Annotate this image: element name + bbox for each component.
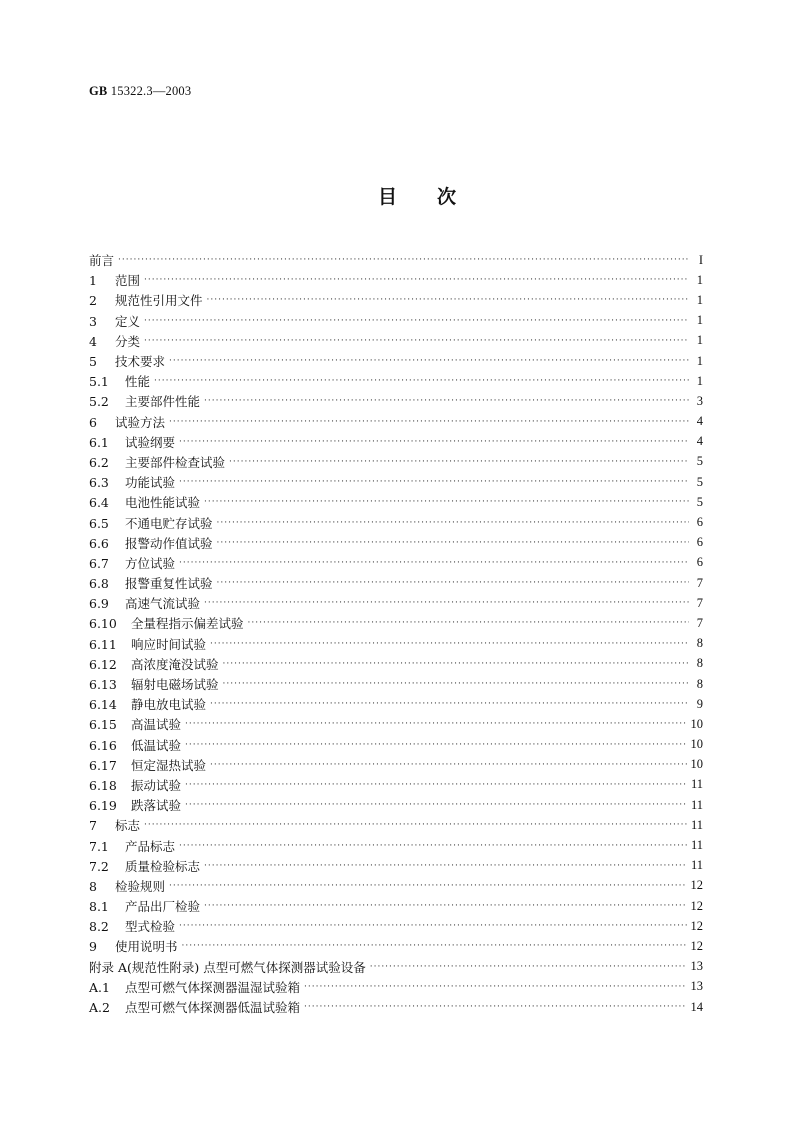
toc-leader-dots [229, 456, 689, 468]
toc-entry-page: 7 [696, 615, 703, 630]
toc-entry-label [89, 271, 140, 289]
toc-entry-number: 6.12 [89, 656, 117, 672]
toc-leader-dots [370, 961, 687, 973]
toc-entry-label [89, 776, 181, 794]
toc-entry-number: 5.1 [89, 374, 109, 390]
toc-entry-page: 1 [696, 333, 703, 348]
toc-leader-dots [154, 375, 689, 387]
toc-entry-text: 定义 [115, 313, 141, 329]
toc-entry-number: 5 [89, 354, 97, 370]
toc-entry-text: 主要部件性能 [125, 394, 201, 410]
toc-entry-page: 12 [690, 898, 703, 913]
toc-leader-dots [144, 274, 689, 286]
toc-entry-page: 1 [696, 292, 703, 307]
toc-entry-page: 1 [696, 272, 703, 287]
toc-entry-number: 6.11 [89, 636, 117, 652]
toc-entry-page: 6 [696, 515, 703, 530]
toc-entry[interactable] [89, 613, 703, 633]
toc-leader-dots [210, 759, 686, 771]
toc-entry-label [89, 917, 175, 935]
toc-leader-dots [248, 617, 689, 629]
toc-entry-text: 产品出厂检验 [125, 899, 201, 915]
toc-entry-page: 11 [690, 838, 703, 853]
toc-leader-dots [185, 739, 686, 751]
toc-entry-number: 6.16 [89, 737, 117, 753]
toc-entry-label [89, 574, 213, 592]
toc-entry-page: 10 [690, 737, 703, 752]
toc-entry-label [89, 816, 140, 834]
toc-entry[interactable] [89, 553, 703, 573]
toc-entry-text: 附录 A(规范性附录) 点型可燃气体探测器试验设备 [89, 959, 366, 975]
toc-leader-dots [204, 496, 689, 508]
toc-entry[interactable] [89, 412, 703, 432]
toc-entry-text: 恒定湿热试验 [131, 757, 207, 773]
toc-leader-dots [207, 294, 689, 306]
toc-entry-number: 6.6 [89, 535, 109, 551]
toc-entry[interactable] [89, 634, 703, 654]
toc-entry[interactable] [89, 593, 703, 613]
toc-entry-text: 规范性引用文件 [115, 293, 203, 309]
toc-entry-number: 7.2 [89, 858, 109, 874]
toc-leader-dots [304, 1001, 686, 1013]
toc-entry-page: 9 [696, 696, 703, 711]
toc-entry-page: 11 [690, 858, 703, 873]
toc-leader-dots [118, 254, 689, 266]
toc-leader-dots [223, 658, 689, 670]
toc-entry-text: 分类 [115, 333, 141, 349]
toc-entry-label [89, 493, 200, 511]
toc-entry-number: 6.13 [89, 677, 117, 693]
standard-code-number: 15322.3—2003 [110, 84, 192, 98]
toc-entry[interactable] [89, 270, 703, 290]
toc-entry-label [89, 534, 213, 552]
toc-entry-label [89, 372, 150, 390]
toc-entry-page: 8 [696, 676, 703, 691]
toc-entry-number: 6.15 [89, 717, 117, 733]
toc-entry-number: 7 [89, 818, 97, 834]
standard-code-prefix: GB [89, 84, 108, 98]
toc-entry-number: A.1 [89, 979, 110, 995]
toc-entry-page: 10 [690, 716, 703, 731]
toc-entry-label [89, 796, 181, 814]
toc-entry-label [89, 736, 181, 754]
toc-leader-dots [217, 577, 689, 589]
toc-entry[interactable] [89, 290, 703, 310]
toc-entry-page: 14 [690, 999, 703, 1014]
toc-entry-text: 高浓度淹没试验 [131, 656, 219, 672]
toc-entry-number: 1 [89, 273, 97, 289]
toc-leader-dots [217, 537, 689, 549]
toc-entry-label [89, 554, 175, 572]
toc-entry-text: 点型可燃气体探测器低温试验箱 [125, 1000, 301, 1016]
toc-entry-label [89, 514, 213, 532]
toc-leader-dots [223, 678, 689, 690]
toc-entry-label [89, 392, 200, 410]
toc-entry-page: 8 [696, 656, 703, 671]
toc-entry[interactable] [89, 331, 703, 351]
toc-entry-number: 6.8 [89, 576, 109, 592]
toc-entry-page: 1 [696, 313, 703, 328]
toc-entry-number: 9 [89, 939, 97, 955]
toc-entry-label [89, 433, 175, 451]
toc-entry-number: 6.19 [89, 798, 117, 814]
toc-entry-page: 5 [696, 474, 703, 489]
toc-entry-label [89, 594, 200, 612]
toc-entry[interactable] [89, 512, 703, 532]
toc-entry-page: 7 [696, 575, 703, 590]
toc-leader-dots [185, 718, 686, 730]
toc-leader-dots [144, 335, 689, 347]
toc-leader-dots [144, 819, 687, 831]
toc-entry[interactable] [89, 997, 703, 1017]
toc-entry-text: 高速气流试验 [125, 596, 201, 612]
toc-entry[interactable] [89, 250, 703, 270]
toc-entry[interactable] [89, 533, 703, 553]
toc-entry[interactable] [89, 371, 703, 391]
toc-entry[interactable] [89, 795, 703, 815]
toc-entry-label [89, 877, 165, 895]
toc-entry[interactable] [89, 916, 703, 936]
toc-leader-dots [182, 940, 687, 952]
toc-leader-dots [204, 597, 689, 609]
toc-entry-number: 6 [89, 414, 97, 430]
toc-entry[interactable] [89, 472, 703, 492]
toc-entry-page: 13 [690, 979, 703, 994]
toc-entry-text: 使用说明书 [115, 939, 178, 955]
toc-entry-number: 3 [89, 313, 97, 329]
toc-entry-label [89, 635, 206, 653]
toc-entry-page: 1 [696, 373, 703, 388]
toc-leader-dots [169, 355, 689, 367]
toc-entry-number: 6.17 [89, 757, 117, 773]
toc-entry-text: 振动试验 [131, 777, 182, 793]
toc-leader-dots [169, 880, 686, 892]
toc-entry-page: 7 [696, 595, 703, 610]
toc-entry-page: 8 [696, 636, 703, 651]
toc-entry-page: 12 [690, 918, 703, 933]
toc-entry-text: 方位试验 [125, 555, 176, 571]
toc-entry-number: 6.18 [89, 777, 117, 793]
toc-entry[interactable] [89, 311, 703, 331]
toc-entry-label [89, 352, 165, 370]
toc-entry-number: 6.5 [89, 515, 109, 531]
toc-entry-number: A.2 [89, 1000, 110, 1016]
toc-entry[interactable] [89, 977, 703, 997]
toc-entry-page: 6 [696, 555, 703, 570]
toc-entry-number: 6.14 [89, 697, 117, 713]
toc-entry-number: 6.10 [89, 616, 117, 632]
toc-entry-page: I [698, 252, 703, 267]
toc-entry-label [89, 857, 200, 875]
toc-entry-label [89, 958, 366, 976]
toc-leader-dots [217, 517, 689, 529]
toc-entry-label [89, 998, 300, 1016]
toc-entry-page: 5 [696, 454, 703, 469]
toc-entry-number: 6.2 [89, 454, 109, 470]
toc-entry-text: 全量程指示偏差试验 [131, 616, 244, 632]
toc-leader-dots [185, 799, 687, 811]
toc-entry-page: 4 [696, 434, 703, 449]
toc-entry-text: 电池性能试验 [125, 495, 201, 511]
toc-entry-label [89, 655, 219, 673]
toc-leader-dots [204, 900, 686, 912]
toc-entry-number: 8.1 [89, 899, 109, 915]
toc-entry-page: 3 [696, 393, 703, 408]
toc-entry-text: 检验规则 [115, 878, 166, 894]
toc-leader-dots [179, 436, 689, 448]
toc-entry-label [89, 614, 244, 632]
toc-leader-dots [185, 779, 687, 791]
toc-entry[interactable] [89, 815, 703, 835]
toc-entry-number: 4 [89, 333, 97, 349]
toc-entry-page: 11 [690, 797, 703, 812]
toc-entry-page: 6 [696, 535, 703, 550]
toc-entry[interactable] [89, 654, 703, 674]
standard-code [89, 84, 191, 99]
toc-leader-dots [210, 638, 689, 650]
toc-entry-page: 5 [696, 494, 703, 509]
toc-entry-text: 前言 [89, 253, 115, 269]
toc-entry-text: 性能 [125, 374, 151, 390]
toc-entry-number: 2 [89, 293, 97, 309]
toc-entry-text: 试验纲要 [125, 434, 176, 450]
toc-entry[interactable] [89, 936, 703, 956]
toc-entry[interactable] [89, 391, 703, 411]
toc-entry-page: 4 [696, 414, 703, 429]
toc-entry-text: 点型可燃气体探测器温湿试验箱 [125, 979, 301, 995]
toc-entry-text: 低温试验 [131, 737, 182, 753]
toc-entry[interactable] [89, 755, 703, 775]
toc-entry[interactable] [89, 573, 703, 593]
toc-entry-page: 1 [696, 353, 703, 368]
toc-entry-label [89, 291, 203, 309]
toc-entry-label [89, 473, 175, 491]
toc-entry-number: 6.1 [89, 434, 109, 450]
toc-entry[interactable] [89, 714, 703, 734]
toc-entry[interactable] [89, 835, 703, 855]
toc-entry-page: 11 [690, 817, 703, 832]
toc-entry-label [89, 675, 219, 693]
toc-entry-label [89, 453, 225, 471]
toc-entry-number: 6.3 [89, 475, 109, 491]
toc-leader-dots [179, 476, 689, 488]
toc-entry-label [89, 837, 175, 855]
toc-entry[interactable] [89, 674, 703, 694]
toc-entry-text: 静电放电试验 [131, 697, 207, 713]
toc-leader-dots [304, 981, 686, 993]
toc-entry-text: 质量检验标志 [125, 858, 201, 874]
toc-entry-text: 产品标志 [125, 838, 176, 854]
page-title: 目次 [377, 186, 496, 208]
toc-entry-label [89, 332, 140, 350]
toc-entry-text: 高温试验 [131, 717, 182, 733]
toc-entry-label [89, 413, 165, 431]
toc-entry-text: 试验方法 [115, 414, 166, 430]
toc-entry[interactable] [89, 876, 703, 896]
table-of-contents [89, 250, 703, 1017]
toc-entry[interactable] [89, 351, 703, 371]
toc-entry[interactable] [89, 775, 703, 795]
toc-leader-dots [179, 840, 687, 852]
toc-entry-number: 6.9 [89, 596, 109, 612]
toc-entry-text: 功能试验 [125, 475, 176, 491]
toc-entry-text: 范围 [115, 273, 141, 289]
toc-entry[interactable] [89, 735, 703, 755]
toc-entry-number: 8 [89, 878, 97, 894]
toc-entry[interactable] [89, 896, 703, 916]
toc-leader-dots [210, 698, 689, 710]
toc-entry-page: 12 [690, 938, 703, 953]
toc-entry[interactable] [89, 492, 703, 512]
toc-entry-label [89, 312, 140, 330]
toc-entry-number: 5.2 [89, 394, 109, 410]
toc-entry[interactable] [89, 957, 703, 977]
toc-entry-number: 6.7 [89, 555, 109, 571]
toc-leader-dots [204, 395, 689, 407]
toc-entry-page: 13 [690, 959, 703, 974]
toc-entry-page: 12 [690, 878, 703, 893]
toc-entry-text: 型式检验 [125, 919, 176, 935]
toc-entry-text: 报警动作值试验 [125, 535, 213, 551]
toc-entry-page: 11 [690, 777, 703, 792]
toc-entry[interactable] [89, 432, 703, 452]
toc-leader-dots [144, 315, 689, 327]
toc-entry-label [89, 756, 206, 774]
toc-entry-page: 10 [690, 757, 703, 772]
toc-entry-text: 技术要求 [115, 354, 166, 370]
toc-entry-label [89, 897, 200, 915]
toc-entry-label [89, 937, 178, 955]
toc-leader-dots [204, 860, 687, 872]
toc-entry-text: 辐射电磁场试验 [131, 677, 219, 693]
toc-entry-label [89, 695, 206, 713]
toc-entry-text: 报警重复性试验 [125, 576, 213, 592]
toc-entry-label [89, 251, 114, 269]
toc-leader-dots [179, 557, 689, 569]
toc-entry-label [89, 715, 181, 733]
toc-entry-text: 标志 [115, 818, 141, 834]
toc-entry-text: 跌落试验 [131, 798, 182, 814]
toc-entry-number: 7.1 [89, 838, 109, 854]
toc-entry-text: 响应时间试验 [131, 636, 207, 652]
toc-entry-number: 6.4 [89, 495, 109, 511]
toc-entry[interactable] [89, 856, 703, 876]
toc-entry[interactable] [89, 694, 703, 714]
toc-entry-label [89, 978, 300, 996]
toc-leader-dots [169, 416, 689, 428]
toc-entry-text: 主要部件检查试验 [125, 454, 226, 470]
toc-entry-text: 不通电贮存试验 [125, 515, 213, 531]
toc-entry[interactable] [89, 452, 703, 472]
toc-entry-number: 8.2 [89, 919, 109, 935]
toc-leader-dots [179, 920, 686, 932]
